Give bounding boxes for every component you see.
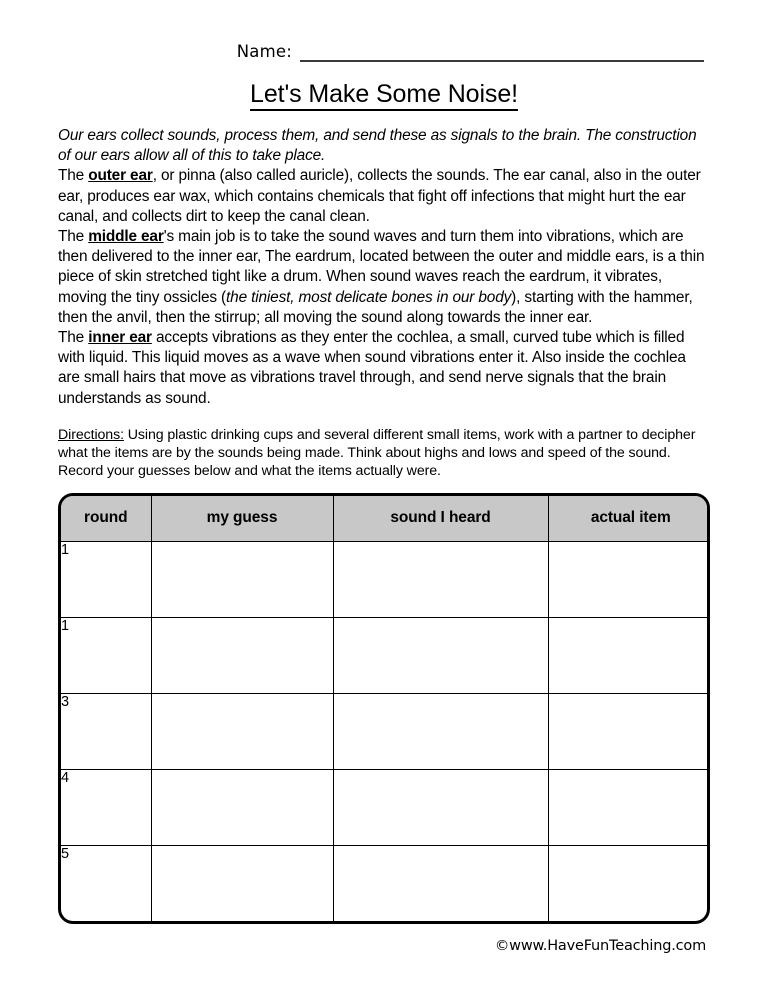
outer-ear-rest: , or pinna (also called auricle), collects the sounds. The ear canal, also in the outer ear, produces ear wax, which contains chemicals that fight off infections that might hurt the ear canal, and collects dirt to keep the canal clean. — [58, 167, 701, 225]
directions-text: Using plastic drinking cups and several different small items, work with a partner to decipher what the items are by the sounds being made. Think about highs and lows and speed of the sound. Record your guesses below and what the items actually were. — [58, 426, 696, 480]
column-header-round: round — [61, 496, 151, 542]
cell-my-guess[interactable] — [151, 845, 333, 921]
article-body — [58, 126, 710, 409]
page-title-text: Let's Make Some Noise! — [250, 80, 518, 111]
cell-round: 4 — [61, 769, 151, 845]
middle-ear-lead: The — [58, 228, 89, 246]
table-row — [61, 617, 710, 693]
cell-my-guess[interactable] — [151, 769, 333, 845]
recording-table — [61, 496, 710, 921]
paragraph-outer-ear — [58, 166, 710, 227]
paragraph-middle-ear — [58, 227, 710, 328]
term-middle-ear: middle ear — [88, 228, 164, 246]
paragraph-inner-ear — [58, 328, 710, 409]
cell-my-guess[interactable] — [151, 693, 333, 769]
term-inner-ear: inner ear — [88, 329, 152, 347]
cell-sound-i-heard[interactable] — [333, 845, 548, 921]
middle-ear-part1: 's main job is to take the sound waves and turn them into vibrations, which are then delivered to the inner ear, The eardrum, located between the outer and middle ears, is a thin piece of skin stretched tight like a drum. When sound waves reach the eardrum, it vibrates, moving the tiny ossicles ( — [58, 228, 705, 306]
name-field-row — [58, 0, 710, 62]
cell-actual-item[interactable] — [548, 693, 710, 769]
middle-ear-italic-aside: the tiniest, most delicate bones in our body — [226, 288, 512, 306]
cell-sound-i-heard[interactable] — [333, 541, 548, 617]
table-body — [61, 541, 710, 921]
table-header — [61, 496, 710, 542]
table-row — [61, 693, 710, 769]
inner-ear-lead: The — [58, 329, 89, 347]
middle-ear-part2: ), starting with the hammer, then the anvil, then the stirrup; all moving the sound along towards the inner ear. — [58, 288, 693, 326]
inner-ear-rest: accepts vibrations as they enter the cochlea, a small, curved tube which is filled with liquid. This liquid moves as a wave when sound vibrations enter it. Also inside the cochlea are small hairs that move as vibrations travel through, and send nerve signals that the brain understands as sound. — [58, 329, 686, 407]
table-header-row — [61, 496, 710, 542]
directions-label: Directions: — [58, 426, 124, 443]
page-title — [58, 81, 710, 109]
column-header-sound-i-heard: sound I heard — [333, 496, 548, 542]
footer-credit: ©www.HaveFunTeaching.com — [494, 937, 706, 954]
table-row — [61, 845, 710, 921]
column-header-actual-item: actual item — [548, 496, 710, 542]
cell-sound-i-heard[interactable] — [333, 617, 548, 693]
cell-my-guess[interactable] — [151, 541, 333, 617]
name-label: Name: — [236, 42, 292, 61]
cell-actual-item[interactable] — [548, 769, 710, 845]
cell-round: 1 — [61, 541, 151, 617]
cell-actual-item[interactable] — [548, 617, 710, 693]
cell-sound-i-heard[interactable] — [333, 693, 548, 769]
directions-block — [58, 426, 710, 481]
column-header-my-guess: my guess — [151, 496, 333, 542]
cell-round: 1 — [61, 617, 151, 693]
term-outer-ear: outer ear — [88, 167, 153, 185]
table-row — [61, 769, 710, 845]
cell-round: 5 — [61, 845, 151, 921]
table-row — [61, 541, 710, 617]
outer-ear-lead: The — [58, 167, 89, 185]
cell-my-guess[interactable] — [151, 617, 333, 693]
paragraph-intro: Our ears collect sounds, process them, and send these as signals to the brain. The construction of our ears allow all of this to take place. — [58, 127, 697, 165]
cell-actual-item[interactable] — [548, 845, 710, 921]
cell-round: 3 — [61, 693, 151, 769]
name-input-blank[interactable] — [300, 46, 704, 62]
cell-actual-item[interactable] — [548, 541, 710, 617]
cell-sound-i-heard[interactable] — [333, 769, 548, 845]
recording-table-container — [58, 493, 710, 924]
